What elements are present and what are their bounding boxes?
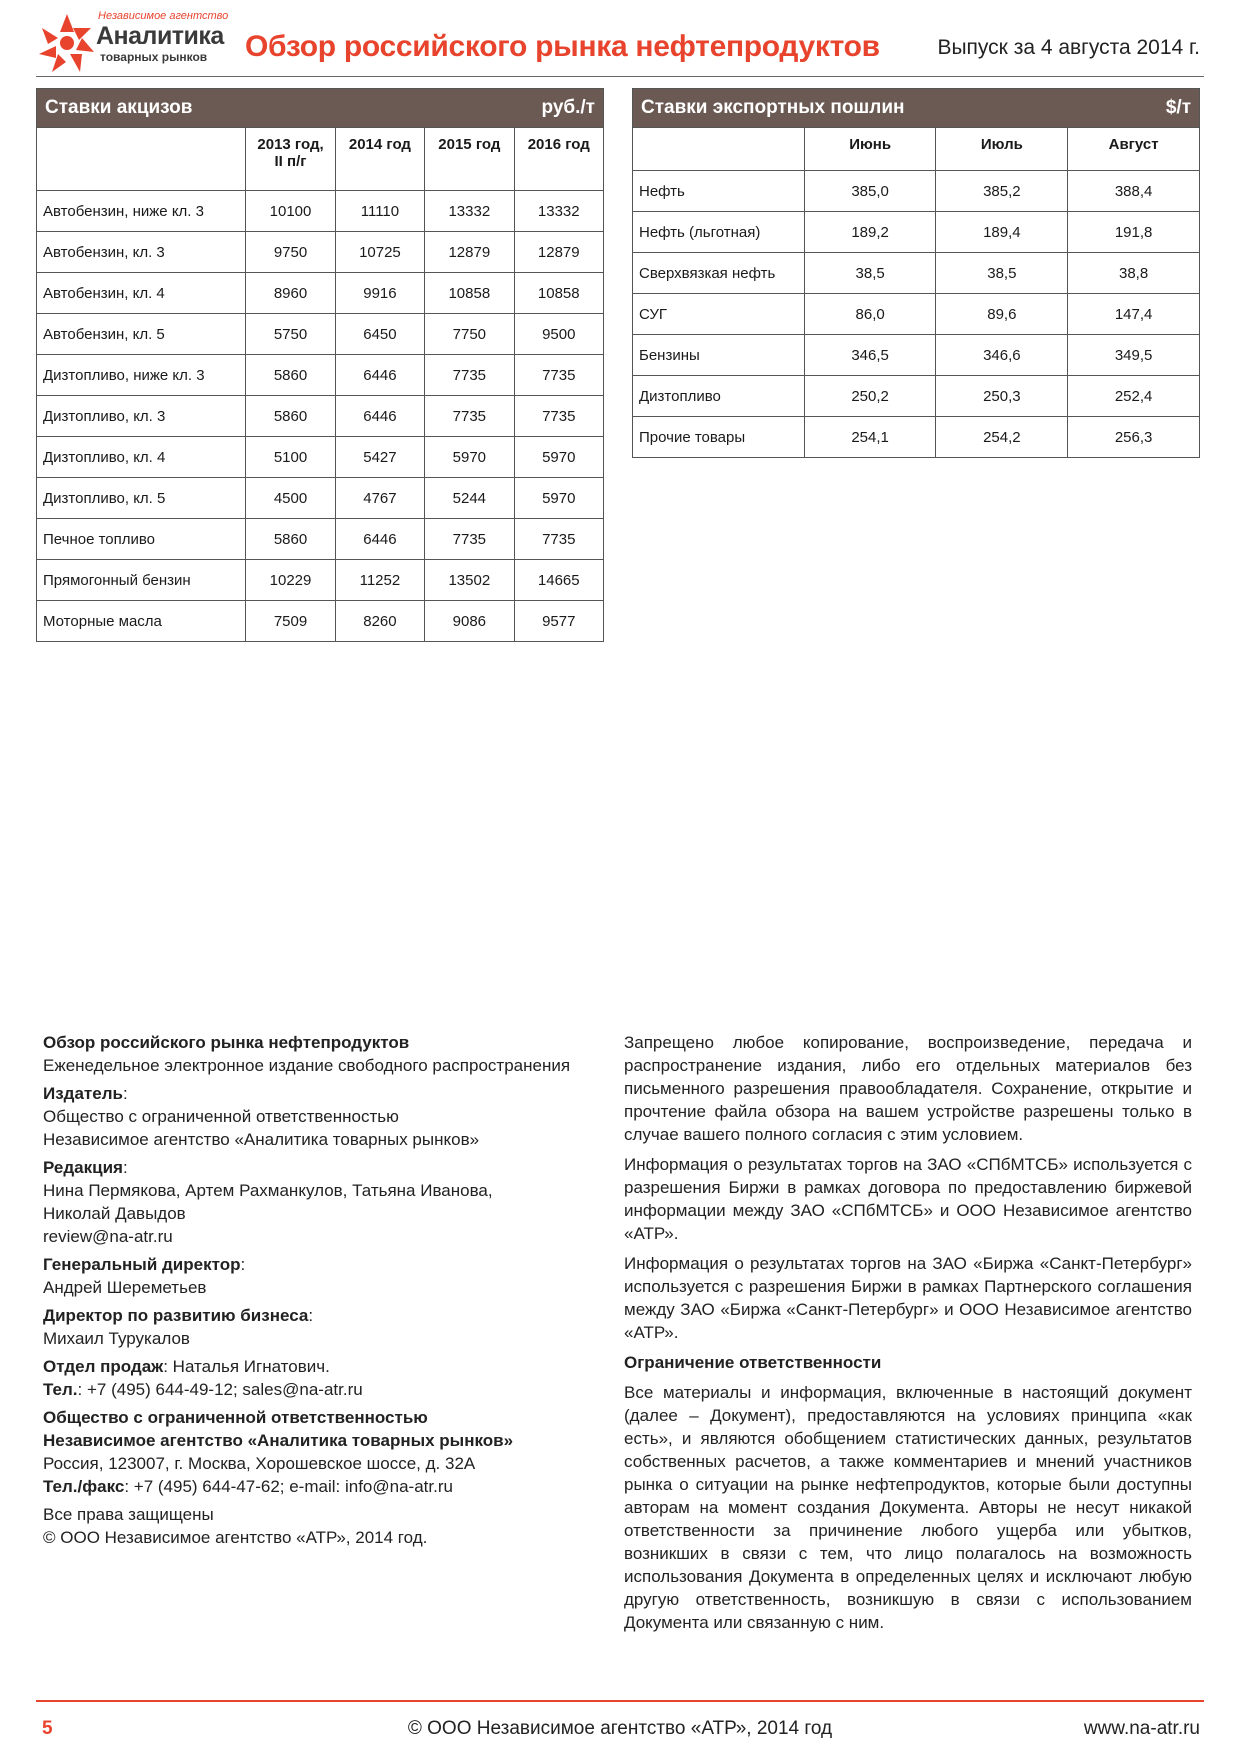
excise-header-row [37,128,604,191]
excise-table-row [37,396,604,437]
export-row-label: Нефть [633,171,805,212]
sales-line: Отдел продаж: Наталья Игнатович. [43,1357,330,1376]
excise-table-row [37,232,604,273]
export-table-row [633,335,1200,376]
footer-website-link[interactable]: www.na-atr.ru [1083,1718,1200,1739]
org-tel-label: Тел./факс [43,1477,125,1496]
excise-value-cell: 8260 [335,601,424,642]
sales-contact-line: Тел.: +7 (495) 644-49-12; sales@na-atr.ru [43,1380,363,1399]
imprint-dev-heading: Директор по развитию бизнеса: [43,1306,314,1325]
excise-value-cell: 13332 [514,191,603,232]
excise-value-cell: 5970 [514,437,603,478]
header-divider [36,76,1204,77]
excise-value-cell: 6446 [335,396,424,437]
excise-value-cell: 13332 [425,191,514,232]
imprint-gd-heading: Генеральный директор: [43,1255,246,1274]
editors-line-2: Николай Давыдов [43,1204,186,1223]
excise-value-cell: 9086 [425,601,514,642]
export-table-title: Ставки экспортных пошлин [641,97,905,118]
excise-row-label: Дизтопливо, кл. 4 [37,437,246,478]
export-value-cell: 346,6 [936,335,1068,376]
imprint-copyright: © ООО Независимое агентство «АТР», 2014 год. [43,1528,428,1547]
export-value-cell: 189,2 [804,212,936,253]
excise-value-cell: 6446 [335,519,424,560]
excise-value-cell: 9916 [335,273,424,314]
export-value-cell: 191,8 [1068,212,1200,253]
export-table-unit: $/т [1165,97,1191,118]
excise-table-row [37,601,604,642]
export-value-cell: 38,5 [936,253,1068,294]
export-value-cell: 349,5 [1068,335,1200,376]
excise-value-cell: 14665 [514,560,603,601]
export-value-cell: 89,6 [936,294,1068,335]
sales-name: Наталья Игнатович. [172,1357,330,1376]
excise-table-row [37,191,604,232]
excise-row-label: Дизтопливо, кл. 5 [37,478,246,519]
excise-value-cell: 5860 [246,355,335,396]
export-value-cell: 254,1 [804,417,936,458]
excise-table-row [37,560,604,601]
excise-value-cell: 13502 [425,560,514,601]
export-corner-cell [633,128,805,171]
excise-value-cell: 5970 [425,437,514,478]
excise-table-title: Ставки акцизов [45,97,193,118]
logo-line-markets: товарных рынков [100,50,208,64]
export-value-cell: 147,4 [1068,294,1200,335]
excise-value-cell: 10858 [514,273,603,314]
export-column-header: Июль [936,128,1068,171]
publisher-logo [36,8,236,78]
excise-row-label: Прямогонный бензин [37,560,246,601]
excise-value-cell: 9577 [514,601,603,642]
excise-column-header: 2013 год, II п/г [246,128,335,191]
export-table-row [633,417,1200,458]
export-table-row [633,253,1200,294]
excise-value-cell: 7750 [425,314,514,355]
excise-table-row [37,437,604,478]
excise-row-label: Автобензин, ниже кл. 3 [37,191,246,232]
excise-corner-cell [37,128,246,191]
excise-table-unit: руб./т [541,97,595,118]
legal-column [624,1031,1192,1641]
export-value-cell: 385,2 [936,171,1068,212]
export-row-label: Дизтопливо [633,376,805,417]
excise-table-row [37,355,604,396]
export-value-cell: 385,0 [804,171,936,212]
export-value-cell: 254,2 [936,417,1068,458]
disclaimer-heading: Ограничение ответственности [624,1353,882,1372]
export-value-cell: 86,0 [804,294,936,335]
excise-value-cell: 7735 [425,355,514,396]
editors-email: review@na-atr.ru [43,1227,173,1246]
export-value-cell: 38,8 [1068,253,1200,294]
export-value-cell: 250,2 [804,376,936,417]
export-value-cell: 388,4 [1068,171,1200,212]
publisher-label: Издатель [43,1084,123,1103]
excise-value-cell: 6446 [335,355,424,396]
sales-tel-label: Тел. [43,1380,78,1399]
excise-row-label: Автобензин, кл. 4 [37,273,246,314]
excise-value-cell: 10229 [246,560,335,601]
sales-tel: +7 (495) 644-49-12; sales@na-atr.ru [86,1380,363,1399]
excise-column-header: 2014 год [335,128,424,191]
excise-table-row [37,519,604,560]
excise-value-cell: 11110 [335,191,424,232]
excise-value-cell: 10858 [425,273,514,314]
excise-value-cell: 7735 [425,519,514,560]
excise-row-label: Дизтопливо, кл. 3 [37,396,246,437]
excise-value-cell: 5244 [425,478,514,519]
excise-value-cell: 4767 [335,478,424,519]
org-line-1: Общество с ограниченной ответственностью [43,1408,428,1427]
excise-row-label: Моторные масла [37,601,246,642]
excise-value-cell: 5427 [335,437,424,478]
imprint-publication-description: Еженедельное электронное издание свободного распространения [43,1056,571,1075]
legal-copying-paragraph: Запрещено любое копирование, воспроизведение, передача и распространение издания, либо его отдельных материалов без письменного разрешения правообладателя. Сохранение, открытие и прочтение файла обзора на вашем устройстве разрешены только в случае вашего полного согласия с этим условием. [624,1033,1192,1144]
excise-value-cell: 10100 [246,191,335,232]
excise-table-row [37,314,604,355]
footer-divider [36,1700,1204,1702]
dev-name: Михаил Турукалов [43,1329,190,1348]
excise-value-cell: 12879 [425,232,514,273]
publisher-line-2: Независимое агентство «Аналитика товарных рынков» [43,1130,480,1149]
rights-reserved: Все права защищены [43,1505,214,1524]
excise-value-cell: 4500 [246,478,335,519]
export-row-label: Нефть (льготная) [633,212,805,253]
gd-name: Андрей Шереметьев [43,1278,207,1297]
excise-value-cell: 9750 [246,232,335,273]
excise-value-cell: 12879 [514,232,603,273]
excise-value-cell: 7735 [514,355,603,396]
excise-rates-table [36,88,604,642]
publisher-line-1: Общество с ограниченной ответственностью [43,1107,399,1126]
imprint-publication-title: Обзор российского рынка нефтепродуктов [43,1033,410,1052]
export-table-row [633,294,1200,335]
dev-label: Директор по развитию бизнеса [43,1306,309,1325]
export-value-cell: 38,5 [804,253,936,294]
excise-row-label: Автобензин, кл. 5 [37,314,246,355]
excise-value-cell: 5750 [246,314,335,355]
export-value-cell: 250,3 [936,376,1068,417]
logo-line-brand: Аналитика [96,22,224,50]
imprint-column [43,1031,608,1549]
excise-row-label: Печное топливо [37,519,246,560]
excise-column-header: 2015 год [425,128,514,191]
export-column-header: Июнь [804,128,936,171]
excise-value-cell: 8960 [246,273,335,314]
page-title: Обзор российского рынка нефтепродуктов [245,30,880,63]
excise-table-row [37,478,604,519]
logo-line-agency: Независимое агентство [98,10,229,22]
export-table-caption [633,89,1200,128]
export-table-row [633,376,1200,417]
footer-copyright: © ООО Независимое агентство «АТР», 2014 год [407,1718,833,1739]
export-value-cell: 252,4 [1068,376,1200,417]
excise-value-cell: 6450 [335,314,424,355]
export-duties-table [632,88,1200,458]
editors-label: Редакция [43,1158,123,1177]
export-column-header: Август [1068,128,1200,171]
imprint-editors-heading: Редакция: [43,1158,128,1177]
org-address: Россия, 123007, г. Москва, Хорошевское шоссе, д. 32А [43,1454,476,1473]
excise-value-cell: 10725 [335,232,424,273]
imprint-publisher-heading: Издатель: [43,1084,128,1103]
excise-value-cell: 5970 [514,478,603,519]
excise-value-cell: 5860 [246,396,335,437]
org-contact-line: Тел./факс: +7 (495) 644-47-62; e-mail: info@na-atr.ru [43,1477,453,1496]
excise-value-cell: 11252 [335,560,424,601]
excise-value-cell: 7735 [514,396,603,437]
export-row-label: СУГ [633,294,805,335]
org-tel: +7 (495) 644-47-62; e-mail: info@na-atr.ru [133,1477,453,1496]
excise-value-cell: 9500 [514,314,603,355]
gd-label: Генеральный директор [43,1255,241,1274]
export-table-row [633,212,1200,253]
export-row-label: Бензины [633,335,805,376]
page-number: 5 [42,1718,53,1739]
excise-table-row [37,273,604,314]
excise-value-cell: 7735 [514,519,603,560]
export-row-label: Сверхвязкая нефть [633,253,805,294]
sales-label: Отдел продаж [43,1357,164,1376]
excise-row-label: Автобензин, кл. 3 [37,232,246,273]
export-value-cell: 256,3 [1068,417,1200,458]
excise-table-caption [37,89,604,128]
org-line-2: Независимое агентство «Аналитика товарных рынков» [43,1431,514,1450]
excise-column-header: 2016 год [514,128,603,191]
export-value-cell: 346,5 [804,335,936,376]
export-header-row [633,128,1200,171]
issue-date: Выпуск за 4 августа 2014 г. [937,36,1200,59]
excise-row-label: Дизтопливо, ниже кл. 3 [37,355,246,396]
export-value-cell: 189,4 [936,212,1068,253]
excise-value-cell: 5100 [246,437,335,478]
export-table-row [633,171,1200,212]
export-row-label: Прочие товары [633,417,805,458]
legal-spbmtsb-paragraph: Информация о результатах торгов на ЗАО «СПбМТСБ» используется с разрешения Биржи в рамках договора по предоставлению биржевой информации между ЗАО «СПбМТСБ» и ООО Независимое агентство «АТР». [624,1155,1192,1243]
disclaimer-paragraph: Все материалы и информация, включенные в настоящий документ (далее – Документ), предоставляются на условиях принципа «как есть», и являются обобщением статистических данных, результатов собственных расчетов, а также комментариев и мнений участников рынка о ситуации на рынке нефтепродуктов, которые были доступны авторам на момент создания Документа. Авторы не несут никакой ответственности за причинение любого ущерба или убытков, возникших в связи с тем, что лицо полагалось на возможность использования Документа в определенных целях и исключают любую другую ответственность, возникшую в связи с использованием Документа или связанную с ним. [624,1383,1192,1632]
excise-value-cell: 7509 [246,601,335,642]
editors-line-1: Нина Пермякова, Артем Рахманкулов, Татьяна Иванова, [43,1181,493,1200]
excise-value-cell: 5860 [246,519,335,560]
legal-spb-exchange-paragraph: Информация о результатах торгов на ЗАО «Биржа «Санкт-Петербург» используется с разрешения Биржи в рамках Партнерского соглашения между ЗАО «Биржа «Санкт-Петербург» и ООО Независимое агентство «АТР». [624,1254,1192,1342]
logo-emblem-icon [36,10,98,76]
excise-value-cell: 7735 [425,396,514,437]
